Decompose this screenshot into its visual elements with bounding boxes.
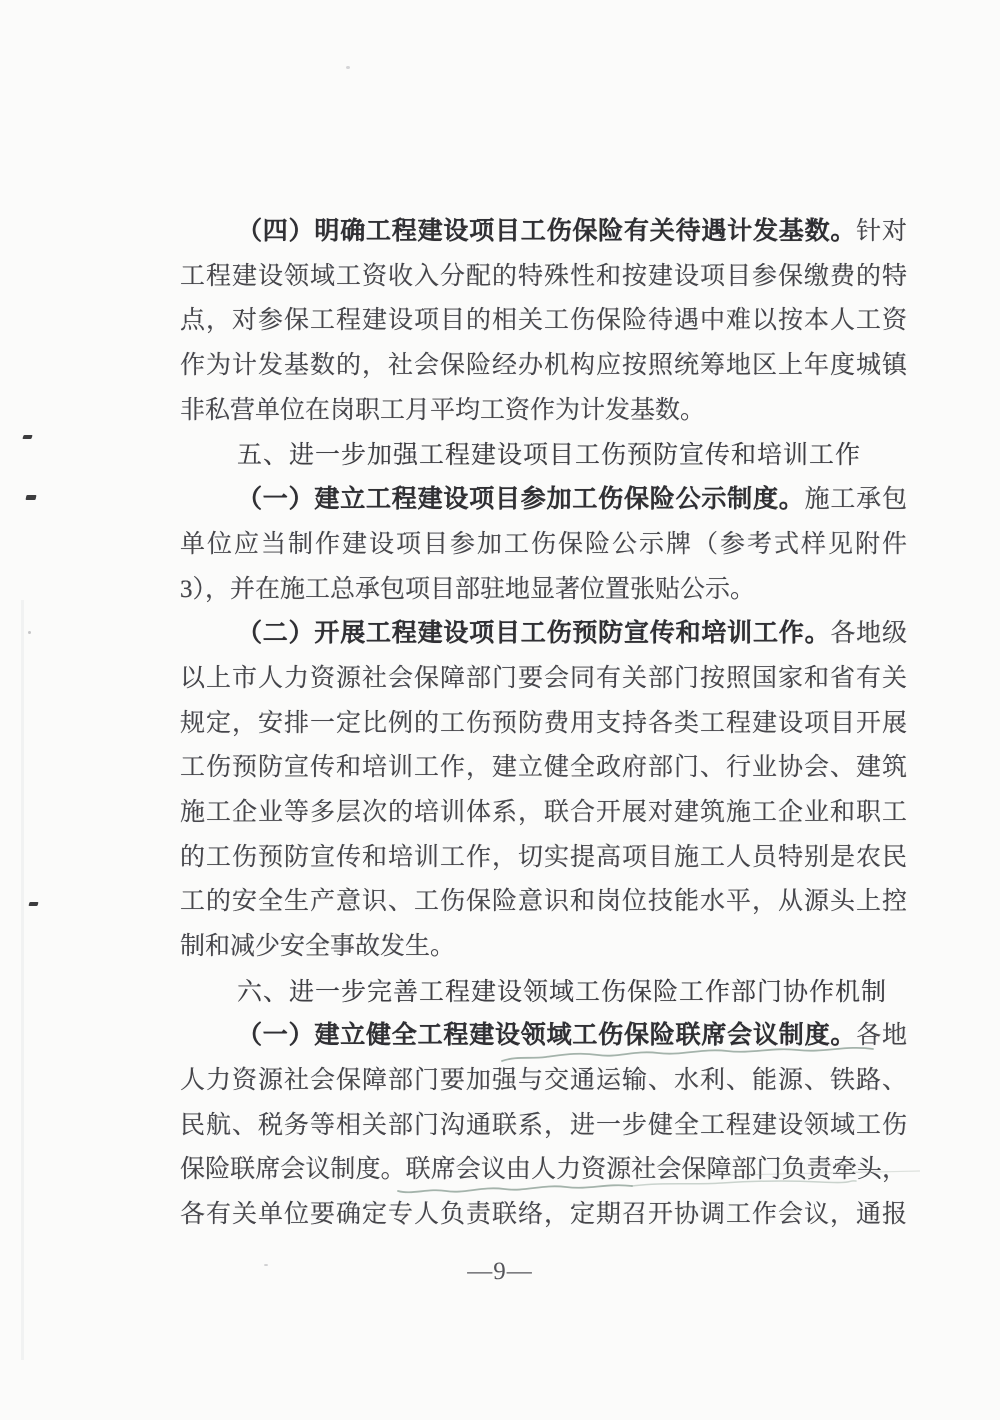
sec6-para1-line5 xyxy=(180,1193,907,1238)
body-text: 3），并在施工总承包项目部驻地显著位置张贴公示。 xyxy=(180,575,756,603)
para4-line4 xyxy=(180,344,907,389)
body-text: 施工企业等多层次的培训体系，联合开展对建筑施工企业和职工 xyxy=(180,798,907,826)
document-body xyxy=(180,210,907,1238)
body-text: 单位应当制作建设项目参加工伤保险公示牌（参考式样见附件 xyxy=(180,530,907,558)
body-text: 各地 xyxy=(856,1022,907,1050)
para4-line1 xyxy=(180,210,907,255)
sec5-para2-line4 xyxy=(180,746,907,791)
body-text: 民航、税务等相关部门沟通联系，进一步健全工程建设领域工伤 xyxy=(180,1111,907,1139)
heading-section6 xyxy=(180,970,907,1015)
page-number: —9— xyxy=(467,1258,533,1285)
sec6-para1-line1 xyxy=(180,1014,907,1059)
sec5-para2-line2 xyxy=(180,657,907,702)
body-text: 针对 xyxy=(856,218,907,245)
sec5-para2-line7 xyxy=(180,880,907,925)
para4-line2 xyxy=(180,255,907,300)
sec5-para2-line6 xyxy=(180,836,907,881)
scan-speck xyxy=(28,631,31,634)
sec5-para1-line1 xyxy=(180,478,907,523)
para4-line5 xyxy=(180,389,907,434)
body-text: 工伤预防宣传和培训工作，建立健全政府部门、行业协会、建筑 xyxy=(180,754,907,782)
body-text: 人力资源社会保障部门要加强与交通运输、水利、能源、铁路、 xyxy=(180,1067,907,1095)
sec5-para2-line3 xyxy=(180,702,907,747)
body-text: 各地级 xyxy=(830,620,907,648)
scan-speck xyxy=(346,66,350,69)
margin-mark xyxy=(28,902,38,906)
body-text: 各有关单位要确定专人负责联络，定期召开协调工作会议，通报 xyxy=(180,1201,907,1229)
bold-lead-in: （一）建立工程建设项目参加工伤保险公示制度。 xyxy=(237,486,805,514)
sec6-para1-line4 xyxy=(180,1148,907,1193)
body-text: 以上市人力资源社会保障部门要会同有关部门按照国家和省有关 xyxy=(180,664,907,692)
margin-mark xyxy=(25,495,36,500)
body-text: 作为计发基数的，社会保险经办机构应按照统筹地区上年度城镇 xyxy=(180,352,907,380)
sec5-para2-line1 xyxy=(180,612,907,657)
scan-edge-streak xyxy=(21,600,24,1360)
para4-line3 xyxy=(180,299,907,344)
body-text: 非私营单位在岗职工月平均工资作为计发基数。 xyxy=(180,396,706,424)
body-text: 保险联席会议制度。联席会议由人力资源社会保障部门负责牵头， xyxy=(180,1156,907,1184)
margin-mark xyxy=(22,435,32,439)
bold-lead-in: （二）开展工程建设项目工伤预防宣传和培训工作。 xyxy=(237,620,831,648)
sec5-para1-line2 xyxy=(180,523,907,568)
body-text: 规定，安排一定比例的工伤预防费用支持各类工程建设项目开展 xyxy=(180,709,907,737)
body-text: 工程建设领域工资收入分配的特殊性和按建设项目参保缴费的特 xyxy=(180,262,907,290)
sec5-para2-line5 xyxy=(180,791,907,836)
sec5-para2-line8 xyxy=(180,925,907,970)
body-text: 的工伤预防宣传和培训工作，切实提高项目施工人员特别是农民 xyxy=(180,843,907,871)
sec6-para1-line3 xyxy=(180,1104,907,1149)
body-text: 点，对参保工程建设项目的相关工伤保险待遇中难以按本人工资 xyxy=(180,307,907,335)
body-text: 施工承包 xyxy=(804,486,907,514)
bold-lead-in: （四）明确工程建设项目工伤保险有关待遇计发基数。 xyxy=(237,218,857,245)
body-text: 工的安全生产意识、工伤保险意识和岗位技能水平，从源头上控 xyxy=(180,888,907,916)
bold-lead-in: （一）建立健全工程建设领域工伤保险联席会议制度。 xyxy=(237,1022,857,1050)
sec5-para1-line3 xyxy=(180,568,907,613)
body-text: 五、进一步加强工程建设项目工伤预防宣传和培训工作 xyxy=(237,441,862,470)
sec6-para1-line2 xyxy=(180,1059,907,1104)
body-text: 六、进一步完善工程建设领域工伤保险工作部门协作机制 xyxy=(237,977,888,1006)
heading-section5 xyxy=(180,433,907,478)
body-text: 制和减少安全事故发生。 xyxy=(180,933,456,960)
